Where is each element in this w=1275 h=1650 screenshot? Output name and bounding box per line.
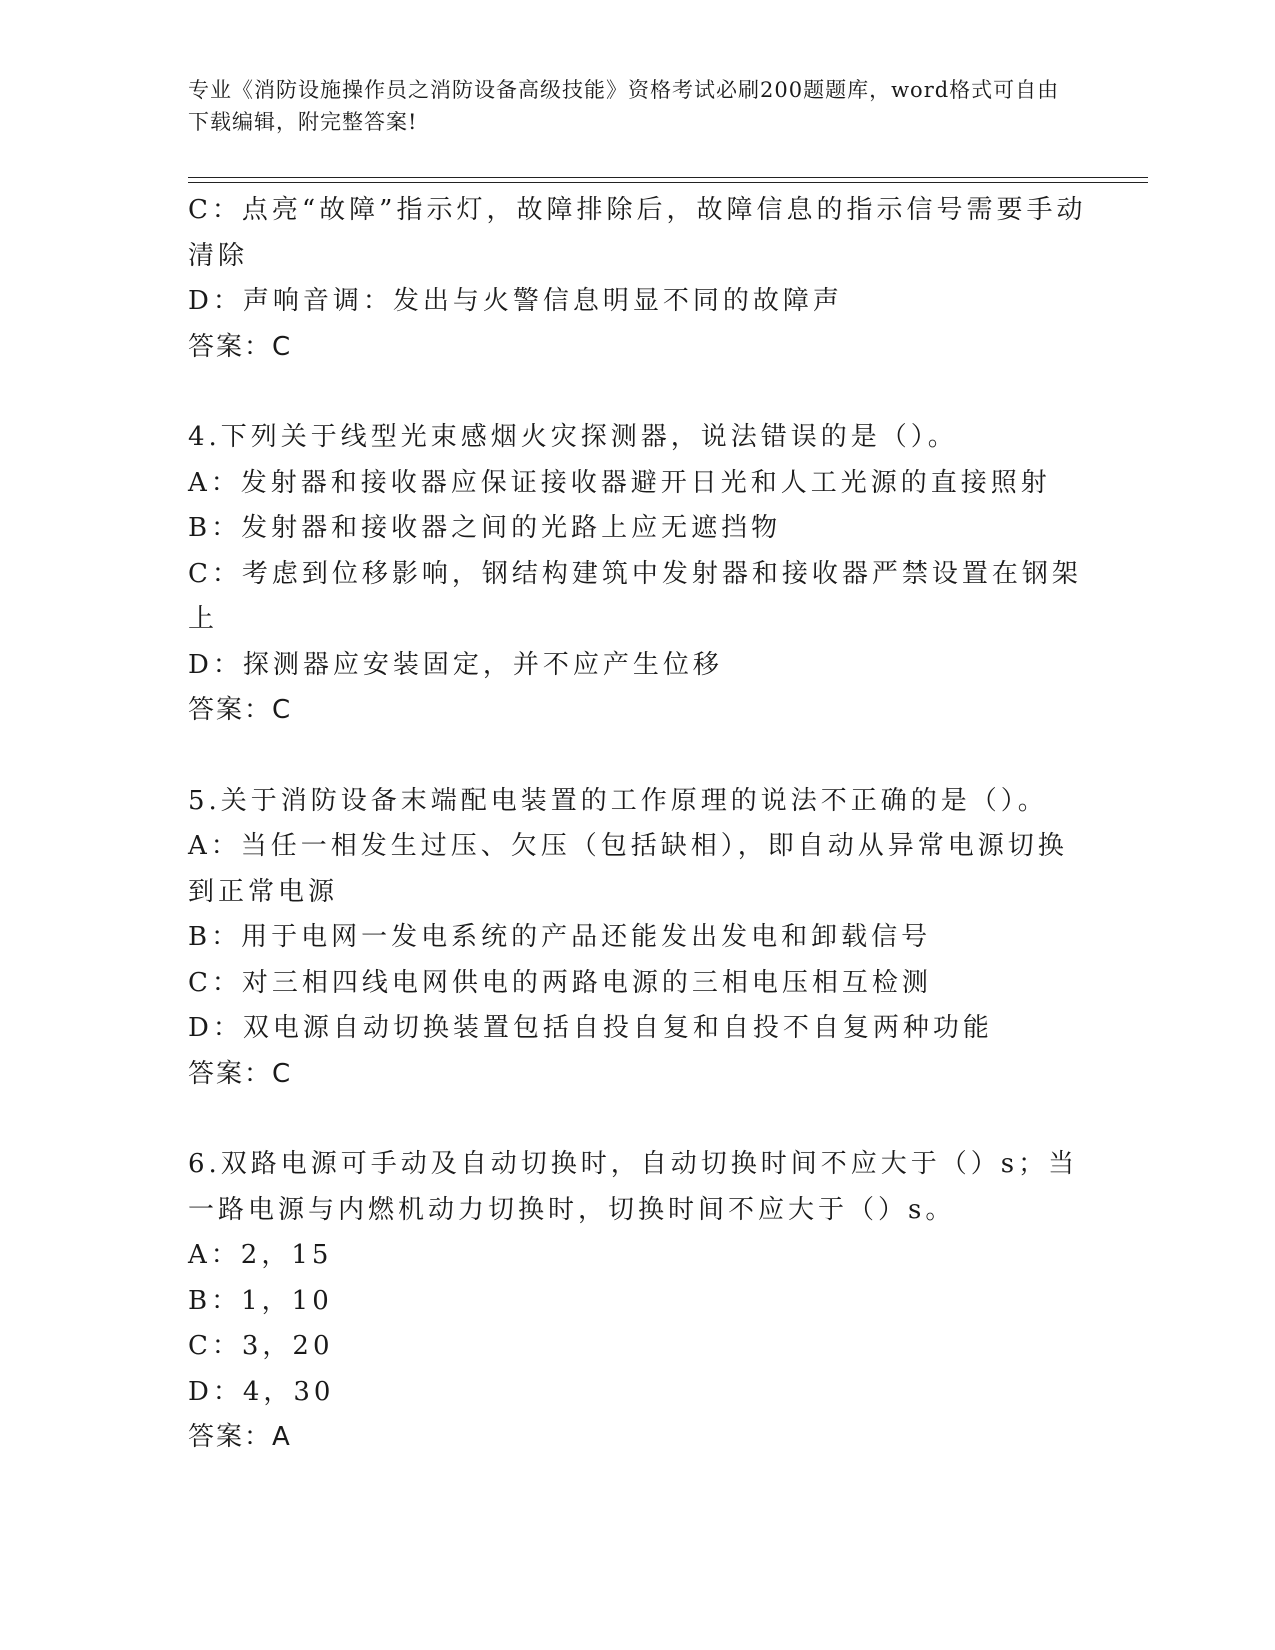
page-header: 专业《消防设施操作员之消防设备高级技能》资格考试必刷200题题库，word格式可自由下载编辑，附完整答案! bbox=[188, 78, 1060, 134]
option-d: D：4，30 bbox=[188, 1376, 335, 1407]
question-block-4 bbox=[188, 415, 1088, 734]
option-c: C：点亮“故障”指示灯，故障排除后，故障信息的指示信号需要手动清除 bbox=[188, 195, 1087, 271]
header-divider-bottom bbox=[188, 182, 1148, 183]
option-b: B：发射器和接收器之间的光路上应无遮挡物 bbox=[188, 513, 782, 543]
option-c: C：对三相四线电网供电的两路电源的三相电压相互检测 bbox=[188, 967, 932, 998]
question-block-5 bbox=[188, 779, 1088, 1098]
answer-line: 答案：A bbox=[188, 1422, 292, 1452]
option-a: A：发射器和接收器应保证接收器避开日光和人工光源的直接照射 bbox=[188, 467, 1051, 498]
question-block-continued bbox=[188, 188, 1088, 370]
question-block-6 bbox=[188, 1142, 1088, 1461]
question-stem: 5.关于消防设备末端配电装置的工作原理的说法不正确的是（）。 bbox=[188, 785, 1048, 816]
option-c: C：3，20 bbox=[188, 1331, 334, 1361]
option-d: D：双电源自动切换装置包括自投自复和自投不自复两种功能 bbox=[188, 1013, 993, 1043]
option-d: D：声响音调：发出与火警信息明显不同的故障声 bbox=[188, 286, 843, 316]
question-stem: 6.双路电源可手动及自动切换时，自动切换时间不应大于（）s；当一路电源与内燃机动力切换时，切换时间不应大于（）s。 bbox=[188, 1149, 1079, 1225]
spacer bbox=[188, 1097, 1088, 1142]
option-d: D：探测器应安装固定，并不应产生位移 bbox=[188, 649, 723, 680]
answer-line: 答案：C bbox=[188, 695, 293, 725]
spacer bbox=[188, 370, 1088, 415]
spacer bbox=[188, 734, 1088, 779]
question-stem: 4.下列关于线型光束感烟火灾探测器，说法错误的是（）。 bbox=[188, 422, 958, 452]
option-b: B：1，10 bbox=[188, 1285, 333, 1316]
answer-line: 答案：C bbox=[188, 1058, 293, 1089]
option-b: B：用于电网一发电系统的产品还能发出发电和卸载信号 bbox=[188, 922, 932, 952]
option-c: C：考虑到位移影响，钢结构建筑中发射器和接收器严禁设置在钢架上 bbox=[188, 558, 1082, 634]
question-content bbox=[188, 188, 1088, 1461]
option-a: A：2，15 bbox=[188, 1240, 333, 1270]
option-a: A：当任一相发生过压、欠压（包括缺相），即自动从异常电源切换到正常电源 bbox=[188, 831, 1068, 907]
header-divider-top bbox=[188, 177, 1148, 178]
answer-line: 答案：C bbox=[188, 331, 293, 362]
